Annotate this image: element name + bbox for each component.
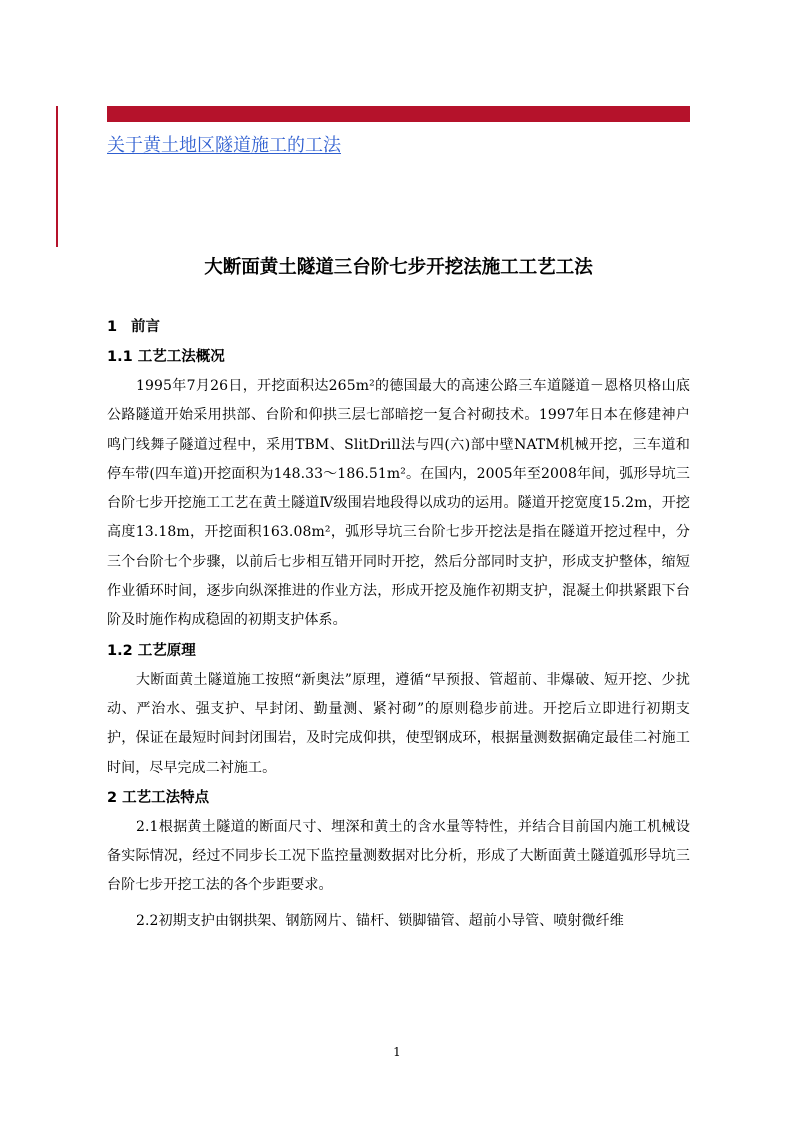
paragraph-overview: 1995年7月26日，开挖面积达265m²的德国最大的高速公路三车道隧道－恩格贝格山底公路隧道开始采用拱部、台阶和仰拱三层七部暗挖一复合衬砌技术。1997年日本在修建神户鸣门线舞子隧道过程中，采用TBM、SlitDrill法与四(六)部中壁NATM机械开挖，三车道和停车带(四车道)开挖面积为148.33～186.51m²。在国内，2005年至2008年间，弧形导坑三台阶七步开挖施工工艺在黄土隧道Ⅳ级围岩地段得以成功的运用。隧道开挖宽度15.2m，开挖高度13.18m，开挖面积163.08m²，弧形导坑三台阶七步开挖法是指在隧道开挖过程中，分三个台阶七个步骤，以前后七步相互错开同时开挖，然后分部同时支护，形成支护整体，缩短作业循环时间，逐步向纵深推进的作业方法，形成开挖及施作初期支护，混凝土仰拱紧跟下台阶及时施作构成稳固的初期支护体系。 (107, 378, 690, 629)
document-title: 大断面黄土隧道三台阶七步开挖法施工工艺工法 (204, 257, 593, 278)
section-heading-1-2: 1.2 工艺原理 (107, 642, 196, 659)
paragraph-feature-2-2: 2.2初期支护由钢拱架、钢筋网片、锚杆、锁脚锚管、超前小导管、喷射微纤维 (136, 912, 624, 929)
paragraph-principle: 大断面黄土隧道施工按照“新奥法”原理，遵循“早预报、管超前、非爆破、短开挖、少扰动、严治水、强支护、早封闭、勤量测、紧衬砌”的原则稳步前进。开挖后立即进行初期支护，保证在最短时间封闭围岩，及时完成仰拱，使型钢成环，根据量测数据确定最佳二衬施工时间，尽早完成二衬施工。 (107, 671, 690, 776)
header-band (107, 106, 690, 122)
page-number: 1 (393, 1045, 401, 1059)
header-link[interactable]: 关于黄土地区隧道施工的工法 (107, 135, 341, 156)
section-heading-1-1: 1.1 工艺工法概况 (107, 349, 225, 365)
section-number: 1 (107, 319, 118, 335)
section-label: 前言 (131, 319, 160, 335)
section-heading-1 (107, 312, 690, 342)
paragraph-feature-2-1: 2.1根据黄土隧道的断面尺寸、埋深和黄土的含水量等特性，并结合目前国内施工机械设备实际情况，经过不同步长工况下监控量测数据对比分析，形成了大断面黄土隧道弧形导坑三台阶七步开挖工法的各个步距要求。 (107, 818, 690, 894)
left-margin-rule (56, 106, 58, 247)
document-body (107, 312, 690, 936)
section-heading-2: 2 工艺工法特点 (107, 789, 210, 806)
